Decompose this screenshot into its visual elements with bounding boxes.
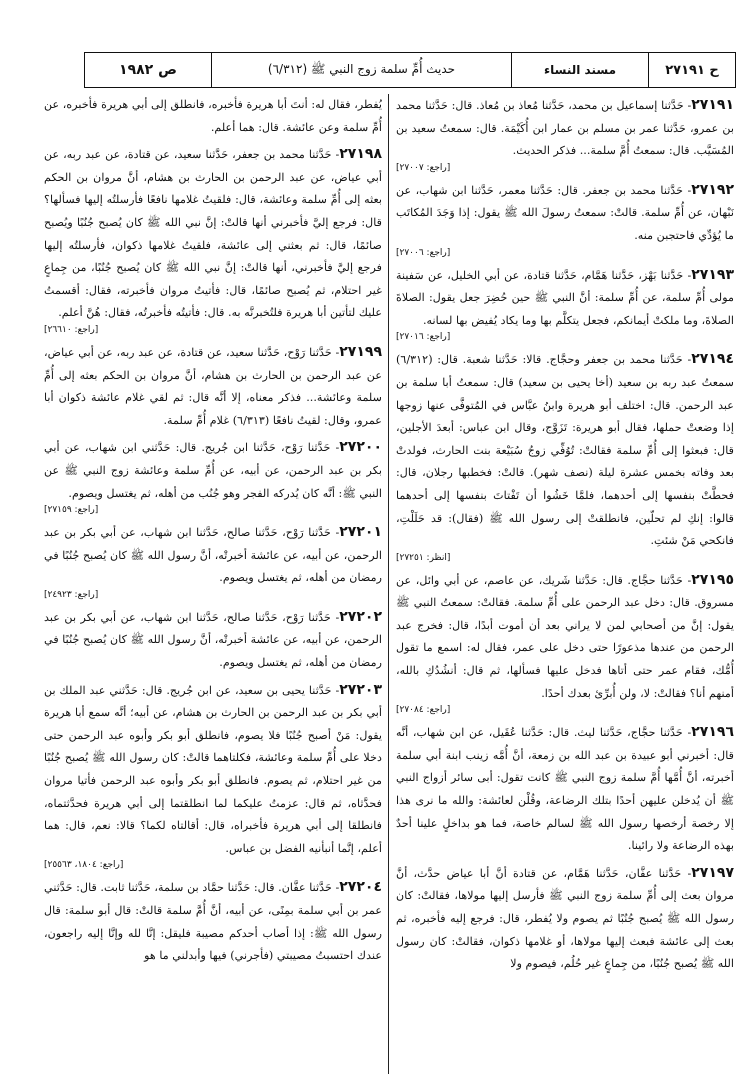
hadith-number: ٢٧٢٠٣ (339, 681, 382, 698)
hadith-paragraph (44, 876, 382, 967)
hadith-paragraph (44, 679, 382, 861)
hadith-text: - حَدَّثنا يحيى بن سعيد، عن ابن جُريج. قال: حَدَّثني عبد الملك بن أبي بكر بن عبد الرحمن بن الحارث بن هشام، عن أبيه؛ أنَّه سمع أبا هريرة يقول: مَنْ أصبح جُنُبًا فلا يصوم، فانطلق أبو بكر وأبوه عبد الرحمن حتى دخلا على أُمِّ سلمة وعائشة، فكلتاهما قالتْ: كان رسول الله ﷺ يُصبح جُنُبًا من غير احتلام، ثم يصوم. فانطلق أبو بكر وأبوه عبد الرحمن فأتيا مروان فحدَّثاه، ثم قال: عزمتُ عليكما لما انطلقتما إلى أبي هريرة فحدَّثتماه، فانطلقا إلى أبي هريرة فأخبراه، قال: أقالتاه لكما؟ قالا: نعم، قال: هما أعلم، إنَّما أنبأنيه الفضل بن عباس. (44, 683, 382, 855)
cross-reference: [راجع: ٢٤٩٢٣] (44, 589, 99, 600)
hadith-entry (396, 348, 734, 564)
hadith-text: - حَدَّثنا عفَّان. قال: حَدَّثنا حمَّاد بن سلمة، حَدَّثنا ثابت. قال: حَدَّثني عمر بن أبي سلمة بمِنًى، عن أبيه، أنَّ أُمَّ سلمة قالتْ: قال أبو سلمة: قال رسول الله ﷺ: إذا أصاب أحدكم مصيبة فليقل: إنَّا لله وإنَّا إليه راجعون، عندك احتسبتُ مصيبتي (فأجرني) فيها وأبدلني ما هو (44, 881, 382, 963)
hadith-entry (44, 876, 382, 967)
hadith-number: ٢٧٢٠٤ (339, 879, 382, 896)
page-number: ص ١٩٨٢ (119, 62, 177, 78)
hadith-entry (44, 436, 382, 517)
hadith-text: - حَدَّثنا محمد بن جعفر. قال: حَدَّثنا معمر، حَدَّثنا ابن شهاب، عن نَبْهان، عن أُمِّ سلمة. قالتْ: سمعتُ رسولَ الله ﷺ يقول: إذا وَجَدَ المُكاتَب ما يُؤدِّي فاحتجبن منه. (396, 183, 734, 242)
cross-reference: [راجع: ٢٧٠١٦] (396, 332, 451, 343)
hadith-number: ٢٧١٩٣ (691, 266, 734, 283)
hadith-text: - حَدَّثنا إسماعيل بن محمد، حَدَّثنا مُعاذ بن مُعاذ. قال: حَدَّثنا محمد بن عمرو، حَدَّثنا عمر بن مسلم بن عمار ابن أُكَيْمَة. قال: سمعتُ سعيد بن المُسَيَّب. قال: سمعتُ أُمَّ سلمة... فذكر الحديث. (396, 99, 734, 158)
hadith-text: - حَدَّثنا عفَّان، حَدَّثنا هَمَّام، عن قتادة أنَّ أبا عياض حدَّث، أنَّ مروان بعث إلى أُمِّ سلمة زوج النبي ﷺ فأرسل إليها مولاها، فقالتْ: كان رسول الله ﷺ يُصبح جُنُبًا ثم يصوم ولا يُفطر، قال: فرجع إليه فأخبره، ثم بعث إلى عائشة فبعث إليها مولاها، أو غلامها ذكوان، فقالتْ: كان رسول الله ﷺ يُصبح جُنُبًا، من جِماعٍ غير حُلُم، فيصوم ولا (396, 866, 734, 971)
hadith-range: ح ٢٧١٩١ (648, 53, 735, 87)
hadith-paragraph (396, 721, 734, 858)
hadith-paragraph (396, 264, 734, 333)
hadith-paragraph (44, 436, 382, 505)
hadith-number: ٢٧٢٠٢ (339, 608, 382, 625)
hadith-paragraph (396, 179, 734, 248)
cross-reference: [راجع: ٢٧١٥٩] (44, 505, 99, 516)
hadith-number: ٢٧١٩٨ (339, 146, 382, 163)
hadith-text: - حَدَّثنا بَهْز، حَدَّثنا هَمَّام، حَدَّثنا قتادة، عن أبي الخليل، عن سَفينة مولى أُمِّ سلمة، عن أُمِّ سلمة: أنَّ النبي ﷺ حين حُضِرَ جعل يقول: الصلاةَ الصلاةَ، وما ملكتْ أيمانكم، فجعل يتكلَّم بها وما يكاد يُفيض بها لسانه. (396, 268, 734, 327)
running-header (84, 52, 736, 88)
hadith-entry (44, 521, 382, 602)
hadith-number: ٢٧٢٠٠ (339, 439, 382, 456)
hadith-paragraph (396, 569, 734, 706)
hadith-entry (44, 341, 382, 432)
hadith-paragraph (396, 348, 734, 552)
hadith-text: - حَدَّثنا رَوْح، حَدَّثنا صالح، حَدَّثنا ابن شهاب، عن أبي بكر بن عبد الرحمن، عن أبيه، عن عائشة أخبرتْه، أنَّ رسول الله ﷺ كان يُصبح جُنُبًا في رمضان من أهله، ثم يغتسل ويصوم. (44, 526, 382, 585)
hadith-number: ٢٧١٩٥ (691, 571, 734, 588)
hadith-number: ٢٧١٩٩ (339, 343, 382, 360)
hadith-number: ٢٧١٩٧ (691, 864, 734, 881)
hadith-text: - حَدَّثنا رَوْح، حَدَّثنا ابن جُريج. قال: حَدَّثني ابن شهاب، عن أبي بكر بن عبد الرحمن، عن أبيه، عن أُمِّ سلمة وعائشة زوج النبي ﷺ عن النبي ﷺ: أنَّه كان يُدركه الفجر وهو جُنُب من أهله، ثم يغتسل ويصوم. (44, 441, 382, 500)
hadith-entry (44, 679, 382, 873)
hadith-paragraph (44, 521, 382, 590)
cross-reference: [راجع: ٢٧٠٠٦] (396, 247, 451, 258)
cross-reference: [انظر: ٢٧٢٥١] (396, 552, 451, 563)
hadith-text: - حَدَّثنا رَوْح، حَدَّثنا صالح، حَدَّثنا ابن شهاب، عن أبي بكر بن عبد الرحمن، عن أبيه، عن عائشة أخبرتْه، أنَّ رسول الله ﷺ كان يُصبح جُنُبًا في رمضان من أهله، ثم يغتسل ويصوم. (44, 610, 382, 670)
right-column (396, 94, 734, 1074)
hadith-number: ٢٧١٩٤ (691, 351, 734, 368)
cross-reference: [راجع: ٢٧٠٨٤] (396, 705, 451, 716)
hadith-paragraph (44, 143, 382, 325)
cross-reference: [راجع: ١٨٠٤، ٢٥٥٦٣] (44, 860, 124, 871)
hadith-entry (44, 94, 382, 139)
column-divider (388, 94, 389, 1074)
hadith-number: ٢٧٢٠١ (339, 524, 382, 541)
hadith-entry (44, 143, 382, 337)
hadith-title: حديث أُمِّ سلمة زوج النبي ﷺ (٦/٣١٢) (211, 53, 511, 87)
hadith-paragraph (44, 94, 382, 139)
hadith-paragraph (396, 862, 734, 976)
hadith-text: - حَدَّثنا رَوْح، حَدَّثنا سعيد، عن قتادة، عن عبد ربه، عن أبي عياض، عن عبد الرحمن بن الحارث بن هشام، أنَّ مروان بن الحكم بعثه إلى أُمِّ سلمة وعائشة... فذكر معناه، إلا أنَّه قال: ثم لقي غلام عائشة ذكوان أبا عمرو، وقال: لقيتُ نافعًا (٦/٣١٣) غلام أُمِّ سلمة. (44, 345, 382, 427)
hadith-paragraph (44, 341, 382, 432)
musnad-title: مسند النساء (511, 53, 648, 87)
hadith-number: ٢٧١٩١ (691, 97, 734, 113)
hadith-number: ٢٧١٩٦ (691, 724, 734, 741)
hadith-text: يُفطر، فقال له: أنتَ أبا هريرة فأخبره، فانطلق إلى أبي هريرة فأخبره، عن أُمِّ سلمة وعن عائشة. قال: هما أعلم. (44, 98, 382, 134)
left-column (44, 94, 382, 1074)
hadith-entry (396, 862, 734, 976)
hadith-number: ٢٧١٩٢ (691, 181, 734, 198)
hadith-entry (396, 264, 734, 345)
hadith-text: - حَدَّثنا حجَّاج، حَدَّثنا ليث. قال: حَدَّثنا عُقَيل، عن ابن شهاب، أنَّه قال: أخبرني أبو عبيدة بن عبد الله بن زمعة، أنَّ أُمَّه زينب ابنة أبي سلمة أخبرته، أنَّ أُمَّها أُمَّ سلمة زوج النبي ﷺ كانت تقول: أبى سائر أزواج النبي ﷺ أن يُدخلن عليهن أحدًا بتلك الرضاعة، وقُلْن لعائشة: والله ما نرى هذا إلا رخصة أرخصها رسول الله ﷺ لسالم خاصة، فما هو بداخلٍ علينا أحدٌ بهذه الرضاعة ولا رائينا. (396, 726, 734, 853)
hadith-entry (44, 606, 382, 675)
hadith-text: - حَدَّثنا محمد بن جعفر، حَدَّثنا سعيد، عن قتادة، عن عبد ربه، عن أبي عياض، عن عبد الرحمن بن الحارث بن هشام، أنَّ مروان بن الحكم بعثه إلى أُمِّ سلمة وعائشة، قال: فلقيتُ غلامها نافعًا فأرسلتُه إليها فسألها؟ قال: فرجع إليَّ فأخبرني أنها قالتْ: إنَّ نبي الله ﷺ كان يُصبح جُنُبًا ويُصبح صائمًا، قال: ثم بعثني إلى عائشة، فلقيتُ غلامها ذكوان، فأرسلتُه إليها فرجع إليَّ فأخبرني، أنها قالتْ: إنَّ نبي الله ﷺ كان يُصبح جُنُبًا، من جِماعٍ غير احتلام، ثم يُصبح صائمًا، قال: فأتيتُ مروان فأخبرته، فقال: أقسمتُ عليك لتأتين أبا هريرة فلتُخبرنَّه به. قال: فأتيتُه فأخبرتُه، فقال: هُنَّ أعلم. (44, 148, 382, 320)
hadith-entry (396, 94, 734, 175)
hadith-paragraph (44, 606, 382, 675)
cross-reference: [راجع: ٢٦٦١٠] (44, 324, 99, 335)
cross-reference: [راجع: ٢٧٠٠٧] (396, 162, 451, 173)
hadith-text: - حَدَّثنا حجَّاج. قال: حَدَّثنا شَريك، عن عاصم، عن أبي وائل، عن مسروق. قال: دخل عبد الرحمن على أُمِّ سلمة. فقالتْ: سمعتُ النبي ﷺ يقول: إنَّ من أصحابي لمن لا يراني بعد أن أموت أبدًا، قال: فخرج عبد الرحمن من عندها مذعورًا حتى دخل على عمر، فقال له: اسمع ما تقول أُمُّك، فقام عمر حتى أتاها فدخل عليها فسألها، ثم قال: أنشُدُكِ بالله، أمنهم أنا؟ فقالتْ: لا، ولن أُبرِّئ بعدك أحدًا. (396, 573, 734, 700)
hadith-entry (396, 179, 734, 260)
hadith-entry (396, 569, 734, 718)
hadith-entry (396, 721, 734, 858)
hadith-paragraph (396, 94, 734, 163)
hadith-text: - حَدَّثنا محمد بن جعفر وحجَّاج. قالا: حَدَّثنا شعبة. قال: (٦/٣١٢) سمعتُ عبد ربه بن سعيد (أخا يحيى بن سعيد) قال: سمعتُ أبا سلمة بن عبد الرحمن. قال: اختلف أبو هريرة وابنُ عبَّاس في المُتوفَّى عنها زوجها إذا وضعتْ حملها، فقال أبو هريرة: تَزَوَّج، وقال ابن عباس: أبعدَ الأجلين، قال: فبعثوا إلى أُمِّ سلمة فقالتْ: تُوُفِّي زوجُ سُبَيْعة بنت الحارث، فولدتْ بعد وفاته بخمس عشرة ليلة (نصف شهر). قالتْ: فخطبها رجلان، قال: فحطَّتْ بنفسها إلى أحدهما، فلمَّا خَشُوا أن تَفْتاتَ بنفسها إلى أحدهما قالوا: إنكِ لم تحلّين، فانطلقتْ إلى رسول الله ﷺ (فقال): قد حَلَلْتِ، فانكحي مَنْ شئتِ. (396, 353, 734, 548)
